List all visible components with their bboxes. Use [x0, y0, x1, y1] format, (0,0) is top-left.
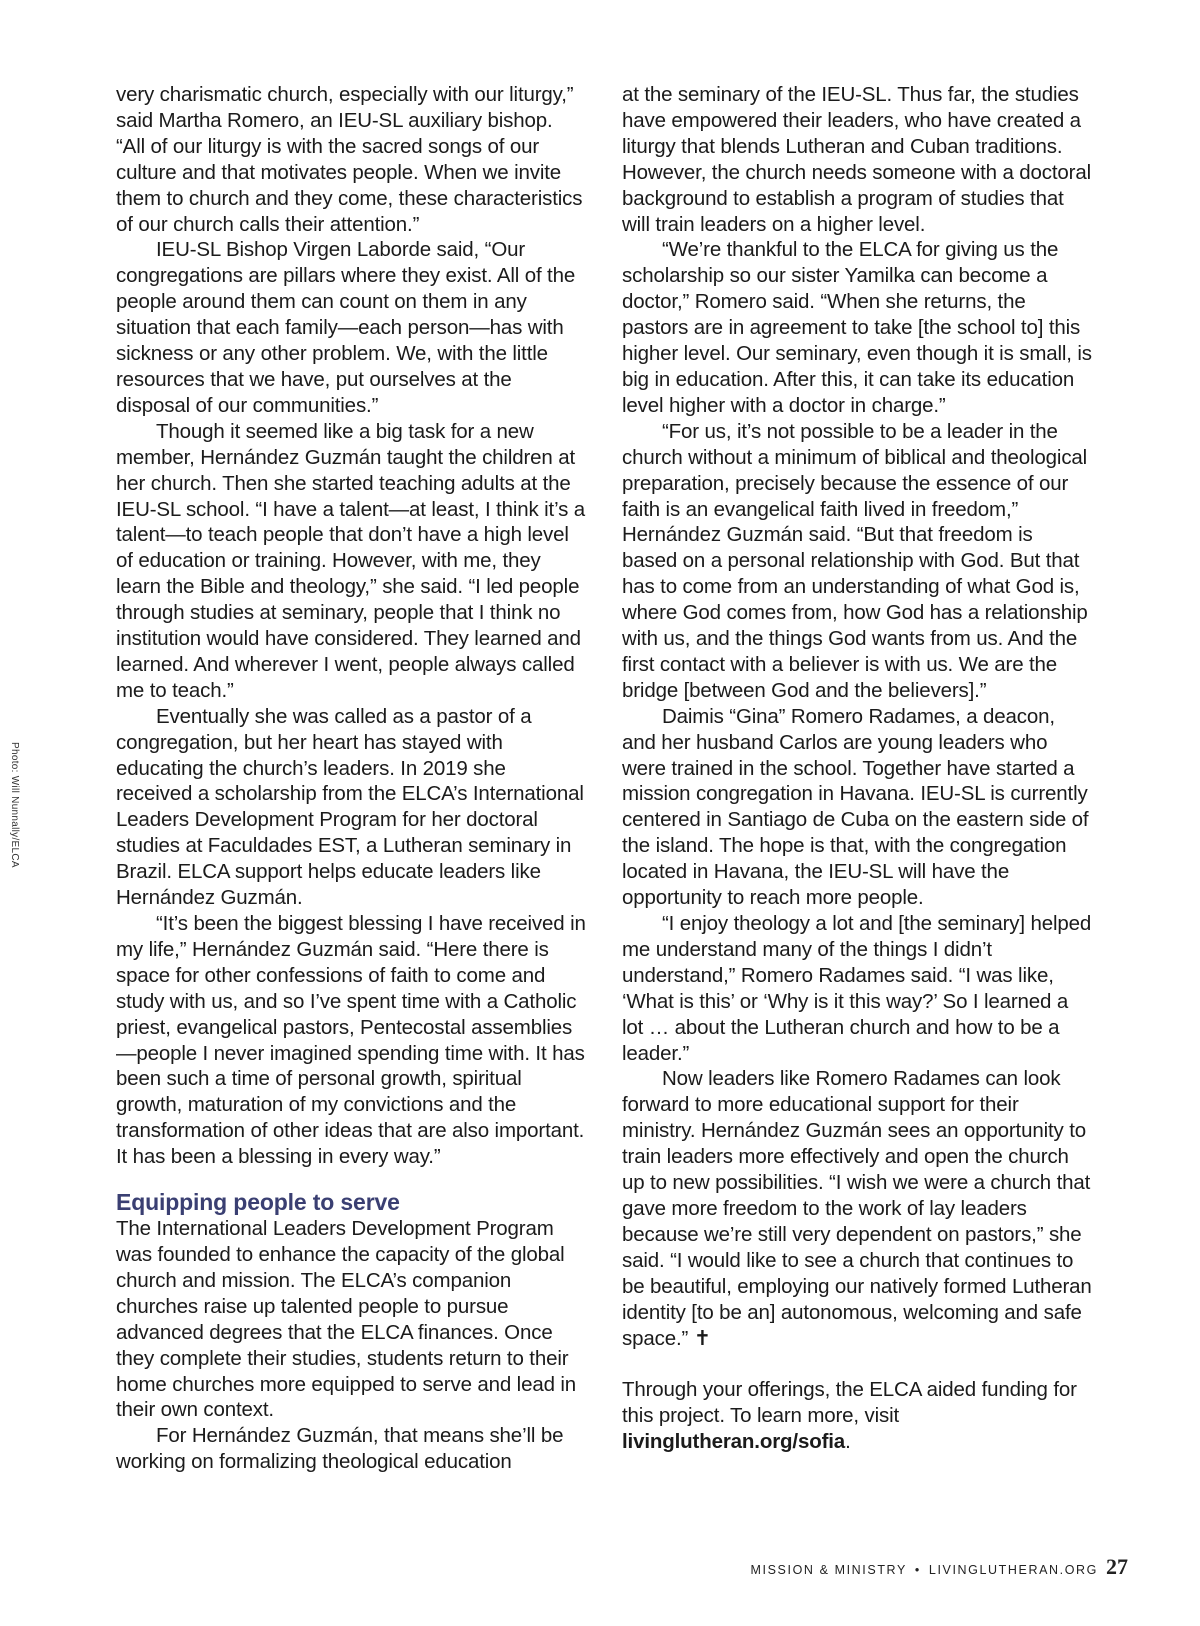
- closing-note: [622, 1377, 1092, 1455]
- section-heading: Equipping people to serve: [116, 1189, 400, 1216]
- left-paragraph-7: For Hernández Guzmán, that means she’ll be working on formalizing theological education: [116, 1424, 564, 1474]
- closing-text: Through your offerings, the ELCA aided funding for this project. To learn more, visit: [622, 1378, 1077, 1428]
- left-paragraph-3: Though it seemed like a big task for a new member, Hernández Guzmán taught the children at her church. Then she started teaching adults at the IEU-SL school. “I have a talent—at least, I think it’s a talent—to teach people that don’t have a high level of education or training. However, with me, they learn the Bible and theology,” she said. “I led people through studies at seminary, people that I think no institution would have considered. They learned and learned. And wherever I went, people always called me to teach.”: [116, 419, 586, 702]
- footer-separator: •: [914, 1563, 921, 1577]
- right-paragraph-5: “I enjoy theology a lot and [the seminary] helped me understand many of the things I didn’t understand,” Romero Radames said. “I was like, ‘What is this’ or ‘Why is it this way?’ So I learned a lot … about the Lutheran church and how to be a leader.”: [622, 912, 1092, 1065]
- photo-credit: Photo: Will Nunnally/ELCA: [9, 742, 20, 868]
- left-paragraph-6: The International Leaders Development Program was founded to enhance the capacity of the global church and mission. The ELCA’s companion churches raise up talented people to pursue advanced degrees that the ELCA finances. Once they complete their studies, students return to their home churches more equipped to serve and lead in their own context.: [116, 1217, 577, 1422]
- right-paragraph-6: [622, 1066, 1092, 1351]
- closing-period: .: [845, 1430, 851, 1454]
- footer-section: MISSION & MINISTRY: [750, 1563, 907, 1577]
- closing-link[interactable]: livinglutheran.org/sofia: [622, 1430, 846, 1454]
- right-paragraph-4: Daimis “Gina” Romero Radames, a deacon, and her husband Carlos are young leaders who were trained in the school. Together have started a mission congregation in Havana. IEU-SL is currently centered in Santiago de Cuba on the eastern side of the island. The hope is that, with the congregation located in Havana, the IEU-SL will have the opportunity to reach more people.: [622, 704, 1089, 910]
- right-column: [622, 82, 1092, 1455]
- left-column: [116, 82, 586, 1475]
- footer-site: LIVINGLUTHERAN.ORG: [928, 1563, 1098, 1577]
- left-paragraph-2: IEU-SL Bishop Virgen Laborde said, “Our congregations are pillars where they exist. All of the people around them can count on them in any situation that each family—each person—has with sickness or any other problem. We, with the little resources that we have, put ourselves at the disposal of our communities.”: [116, 238, 576, 417]
- right-paragraph-1: at the seminary of the IEU-SL. Thus far, the studies have empowered their leaders, who have created a liturgy that blends Lutheran and Cuban traditions. However, the church needs someone with a doctoral background to establish a program of studies that will train leaders on a higher level.: [622, 83, 1091, 236]
- right-paragraph-2: “We’re thankful to the ELCA for giving us the scholarship so our sister Yamilka can become a doctor,” Romero said. “When she returns, the pastors are in agreement to take [the school to] this higher level. Our seminary, even though it is small, is big in education. After this, it can take its education level higher with a doctor in charge.”: [622, 238, 1092, 417]
- end-mark-icon: ✝: [693, 1326, 711, 1350]
- right-paragraph-6-text: Now leaders like Romero Radames can look forward to more educational support for their ministry. Hernández Guzmán sees an opportunity to train leaders more effectively and open the church up to new possibilities. “I wish we were a church that gave more freedom to the work of lay leaders because we’re still very dependent on pastors,” she said. “I would like to see a church that continues to be beautiful, employing our natively formed Lutheran identity [to be an] autonomous, welcoming and safe space.”: [622, 1067, 1092, 1350]
- right-paragraph-3: “For us, it’s not possible to be a leader in the church without a minimum of biblical and theological preparation, precisely because the essence of our faith is an evangelical faith lived in freedom,” Hernández Guzmán said. “But that freedom is based on a personal relationship with God. But that has to come from an understanding of what God is, where God comes from, how God has a relationship with us, and the things God wants from us. And the first contact with a believer is with us. We are the bridge [between God and the believers].”: [622, 419, 1088, 702]
- left-paragraph-5: “It’s been the biggest blessing I have received in my life,” Hernández Guzmán said. “Here there is space for other confessions of faith to come and study with us, and so I’ve spent time with a Catholic priest, evangelical pastors, Pentecostal assemblies—people I never imagined spending time with. It has been such a time of personal growth, spiritual growth, maturation of my convictions and the transformation of other ideas that are also important. It has been a blessing in every way.”: [116, 912, 586, 1169]
- page-number: 27: [1106, 1554, 1128, 1579]
- left-paragraph-4: Eventually she was called as a pastor of a congregation, but her heart has stayed with educating the church’s leaders. In 2019 she received a scholarship from the ELCA’s International Leaders Development Program for her doctoral studies at Faculdades EST, a Lutheran seminary in Brazil. ELCA support helps educate leaders like Hernández Guzmán.: [116, 704, 584, 910]
- spacer: [622, 1351, 1092, 1377]
- left-paragraph-1: very charismatic church, especially with our liturgy,” said Martha Romero, an IEU-SL auxiliary bishop. “All of our liturgy is with the sacred songs of our culture and that motivates people. When we invite them to church and they come, these characteristics of our church calls their attention.”: [116, 83, 583, 236]
- page-footer: [751, 1554, 1128, 1580]
